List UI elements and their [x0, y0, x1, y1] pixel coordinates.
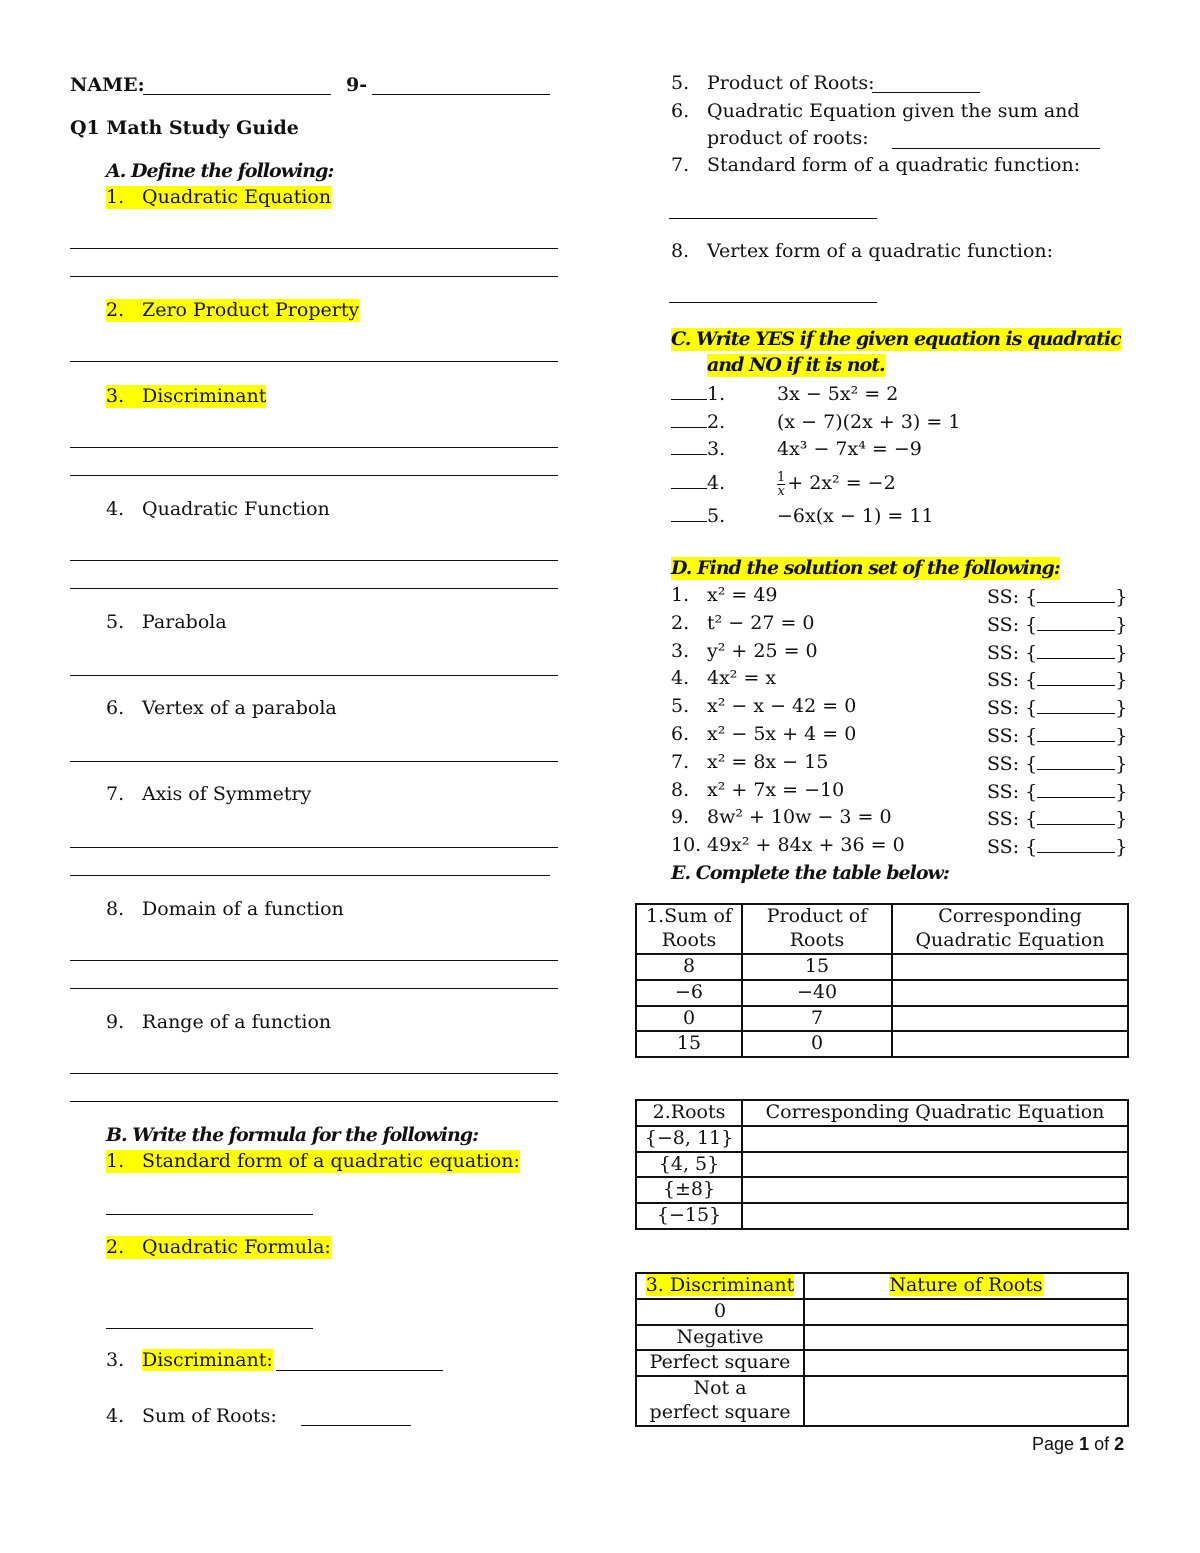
answer-line[interactable] — [70, 588, 558, 589]
answer-cell[interactable] — [892, 980, 1128, 1006]
answer-cell[interactable] — [892, 954, 1128, 980]
answer-cell[interactable] — [892, 1031, 1128, 1057]
answer-line[interactable] — [70, 1073, 558, 1074]
answer-cell[interactable] — [804, 1350, 1128, 1376]
table-row: {−15} — [636, 1203, 1128, 1229]
solution-set-field[interactable]: SS: { } — [987, 641, 1128, 664]
page-number: Page 1 of 2 — [1032, 1434, 1125, 1454]
part-b-item-6-cont: product of roots: — [707, 127, 869, 149]
part-a-heading: A. Define the following: — [106, 160, 334, 182]
table-row: 0 7 — [636, 1006, 1128, 1032]
table-row: {4, 5} — [636, 1152, 1128, 1178]
table-header: 2.Roots — [636, 1100, 742, 1126]
part-d-item: 8. x² + 7x = −10 — [671, 778, 845, 801]
roots-table — [635, 1099, 1129, 1230]
part-d-item: 9. 8w² + 10w − 3 = 0 — [671, 806, 892, 829]
section-label: 9- — [346, 74, 368, 96]
name-field[interactable] — [143, 76, 331, 95]
part-d-item: 2. t² − 27 = 0 — [671, 611, 815, 634]
solution-set-field[interactable]: SS: { } — [987, 836, 1128, 859]
answer-line[interactable] — [70, 761, 558, 762]
table-header: 1.Sum of Roots — [636, 904, 742, 954]
answer-line[interactable] — [70, 875, 550, 876]
solution-set-field[interactable]: SS: { } — [987, 586, 1128, 608]
formula-line[interactable] — [301, 1425, 411, 1426]
solution-set-field[interactable]: SS: { } — [987, 780, 1128, 803]
part-e-heading: E. Complete the table below: — [671, 862, 949, 884]
table-row: −6 −40 — [636, 980, 1128, 1006]
part-a-item-4: 4. Quadratic Function — [106, 498, 330, 520]
part-b-heading: B. Write the formula for the following: — [106, 1124, 479, 1146]
part-d-item: 7. x² = 8x − 15 — [671, 750, 829, 773]
formula-line[interactable] — [872, 92, 980, 93]
part-a-item-3: 3. Discriminant — [106, 385, 267, 407]
answer-line[interactable] — [70, 248, 558, 249]
formula-line[interactable] — [106, 1328, 313, 1329]
part-a-item-9: 9. Range of a function — [106, 1011, 332, 1033]
part-c-item-5: 5. −6x(x − 1) = 11 — [671, 503, 934, 528]
table-row: 15 0 — [636, 1031, 1128, 1057]
answer-cell[interactable] — [804, 1325, 1128, 1351]
part-b-item-8: 8. Vertex form of a quadratic function: — [671, 240, 1054, 262]
part-d-item: 5. x² − x − 42 = 0 — [671, 695, 857, 718]
part-b-item-3: 3. Discriminant: — [106, 1349, 273, 1371]
table-header: Corresponding Quadratic Equation — [892, 904, 1128, 954]
solution-set-blank[interactable] — [1037, 584, 1115, 603]
formula-line[interactable] — [276, 1370, 443, 1371]
section-field[interactable] — [372, 76, 550, 95]
solution-set-blank[interactable] — [1037, 667, 1115, 686]
formula-line[interactable] — [892, 148, 1100, 149]
table-header: 3. Discriminant — [636, 1273, 804, 1299]
table-row: {−8, 11} — [636, 1126, 1128, 1152]
answer-line[interactable] — [70, 560, 558, 561]
part-b-item-2: 2. Quadratic Formula: — [106, 1236, 331, 1258]
yes-no-blank[interactable] — [671, 470, 707, 489]
part-b-item-1: 1. Standard form of a quadratic equation: — [106, 1150, 520, 1172]
formula-line[interactable] — [669, 218, 877, 219]
solution-set-field[interactable]: SS: { } — [987, 725, 1128, 747]
answer-line[interactable] — [70, 1101, 558, 1102]
table-row: Not a perfect square — [636, 1376, 1128, 1426]
solution-set-blank[interactable] — [1037, 612, 1115, 631]
solution-set-blank[interactable] — [1037, 834, 1115, 853]
yes-no-blank[interactable] — [671, 381, 707, 400]
solution-set-field[interactable]: SS: { } — [987, 669, 1128, 692]
table-row: {±8} — [636, 1177, 1128, 1203]
solution-set-blank[interactable] — [1037, 751, 1115, 770]
answer-line[interactable] — [70, 675, 558, 676]
solution-set-blank[interactable] — [1037, 723, 1115, 742]
answer-line[interactable] — [70, 276, 558, 277]
answer-cell[interactable] — [742, 1126, 1128, 1152]
part-c-item-1: 1. 3x − 5x² = 2 — [671, 381, 898, 406]
answer-cell[interactable] — [742, 1152, 1128, 1178]
part-a-item-8: 8. Domain of a function — [106, 898, 344, 920]
part-a-item-2: 2. Zero Product Property — [106, 299, 360, 321]
answer-line[interactable] — [70, 960, 558, 961]
solution-set-blank[interactable] — [1037, 806, 1115, 825]
solution-set-blank[interactable] — [1037, 779, 1115, 798]
table-row: 8 15 — [636, 954, 1128, 980]
answer-line[interactable] — [70, 988, 558, 989]
table-row: Perfect square — [636, 1350, 1128, 1376]
part-a-item-6: 6. Vertex of a parabola — [106, 697, 337, 719]
table-row: 0 — [636, 1299, 1128, 1325]
part-a-item-7: 7. Axis of Symmetry — [106, 783, 312, 805]
fraction: $\frac{1}{x}$ — [777, 469, 786, 499]
answer-line[interactable] — [70, 847, 558, 848]
part-a-item-1: 1. Quadratic Equation — [106, 186, 332, 208]
part-d-item: 10. 49x² + 84x + 36 = 0 — [671, 834, 905, 857]
part-c-item-2: 2. (x − 7)(2x + 3) = 1 — [671, 409, 960, 434]
solution-set-field[interactable]: SS: { } — [987, 808, 1128, 831]
solution-set-blank[interactable] — [1037, 640, 1115, 659]
solution-set-field[interactable]: SS: { } — [987, 613, 1128, 636]
name-label: NAME: — [70, 74, 145, 96]
formula-line[interactable] — [669, 302, 877, 303]
answer-cell[interactable] — [804, 1376, 1128, 1426]
sum-product-table — [635, 903, 1129, 1058]
formula-line[interactable] — [106, 1214, 313, 1215]
part-c-heading-line2: and NO if it is not. — [707, 354, 885, 376]
part-c-item-4: 4. $\frac{1}{x}$ + 2x² = −2 — [671, 470, 896, 498]
yes-no-blank[interactable] — [671, 503, 707, 522]
answer-cell[interactable] — [804, 1299, 1128, 1325]
part-b-item-4: 4. Sum of Roots: — [106, 1405, 277, 1427]
part-a-item-5: 5. Parabola — [106, 611, 227, 633]
solution-set-field[interactable]: SS: { } — [987, 752, 1128, 775]
part-d-item: 3. y² + 25 = 0 — [671, 639, 818, 662]
answer-cell[interactable] — [742, 1177, 1128, 1203]
part-b-item-6: 6. Quadratic Equation given the sum and — [671, 100, 1080, 122]
part-d-heading: D. Find the solution set of the following: — [671, 557, 1060, 579]
part-d-item: 1. x² = 49 — [671, 584, 778, 606]
solution-set-blank[interactable] — [1037, 695, 1115, 714]
yes-no-blank[interactable] — [671, 436, 707, 455]
answer-line[interactable] — [70, 361, 558, 362]
table-header: Nature of Roots — [804, 1273, 1128, 1299]
discriminant-table — [635, 1272, 1129, 1427]
answer-cell[interactable] — [742, 1203, 1128, 1229]
yes-no-blank[interactable] — [671, 409, 707, 428]
part-d-item: 6. x² − 5x + 4 = 0 — [671, 723, 857, 745]
part-b-item-5: 5. Product of Roots: — [671, 72, 875, 94]
part-d-item: 4. 4x² = x — [671, 667, 777, 690]
part-c-heading: C. Write YES if the given equation is quadratic — [671, 328, 1121, 350]
answer-cell[interactable] — [892, 1006, 1128, 1032]
table-header: Corresponding Quadratic Equation — [742, 1100, 1128, 1126]
table-row: Negative — [636, 1325, 1128, 1351]
solution-set-field[interactable]: SS: { } — [987, 697, 1128, 720]
table-header: Product of Roots — [742, 904, 892, 954]
page-title: Q1 Math Study Guide — [70, 117, 299, 139]
part-c-item-3: 3. 4x³ − 7x⁴ = −9 — [671, 436, 922, 461]
part-b-item-7: 7. Standard form of a quadratic function: — [671, 154, 1081, 176]
answer-line[interactable] — [70, 475, 558, 476]
answer-line[interactable] — [70, 447, 558, 448]
